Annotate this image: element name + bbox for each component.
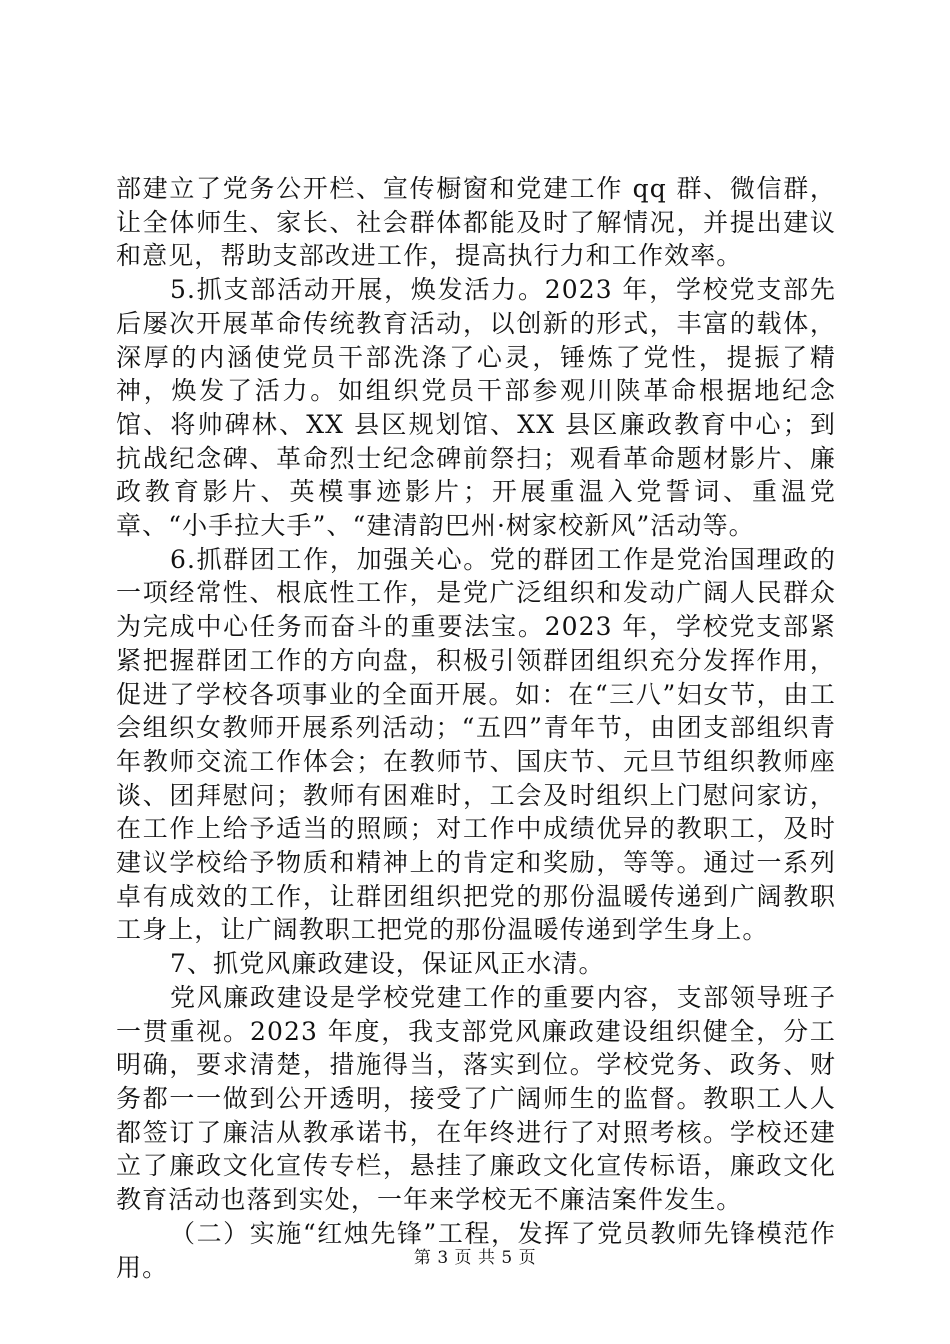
page-footer: 第 3 页 共 5 页 [413,1248,537,1268]
paragraph-item-7-heading: 7、抓党风廉政建设，保证风正水清。 [170,949,605,979]
paragraph-item-6: 6.抓群团工作，加强关心。党的群团工作是党治国理政的一项经常性、根底性工作，是党广泛组织和发动广阔人民群众为完成中心任务而奋斗的重要法宝。2023 年，学校党支部紧紧把握群团工作的方向盘，积极引领群团组织充分发挥作用，促进了学校各项事业的全面开展。如：在“三八”妇女节，由工会组织女教师开展系列活动；“五四”青年节，由团支部组织青年教师交流工作体会；在教师节、国庆节、元旦节组织教师座谈、团拜慰问；教师有困难时，工会及时组织上门慰问家访，在工作上给予适当的照顾；对工作中成绩优异的教职工，及时建议学校给予物质和精神上的肯定和奖励，等等。通过一系列卓有成效的工作，让群团组织把党的那份温暖传递到广阔教职工身上，让广阔教职工把党的那份温暖传递到学生身上。 [116,544,836,945]
paragraph-continuation: 部建立了党务公开栏、宣传橱窗和党建工作 qq 群、微信群，让全体师生、家长、社会群体都能及时了解情况，并提出建议和意见，帮助支部改进工作，提高执行力和工作效率。 [116,174,836,271]
paragraph-section-2-heading: （二）实施“红烛先锋”工程，发挥了党员教师先锋模范作用。 [116,1218,836,1282]
paragraph-item-7-body: 党风廉政建设是学校党建工作的重要内容，支部领导班子一贯重视。2023 年度，我支部党风廉政建设组织健全，分工明确，要求清楚，措施得当，落实到位。学校党务、政务、财务都一一做到公开透明，接受了广阔师生的监督。教职工人人都签订了廉洁从教承诺书，在年终进行了对照考核。学校还建立了廉政文化宣传专栏，悬挂了廉政文化宣传标语，廉政文化教育活动也落到实处，一年来学校无不廉洁案件发生。 [116,982,836,1215]
paragraph-item-5: 5.抓支部活动开展，焕发活力。2023 年，学校党支部先后屡次开展革命传统教育活动，以创新的形式，丰富的载体，深厚的内涵使党员干部洗涤了心灵，锤炼了党性，提振了精神，焕发了活力。如组织党员干部参观川陕革命根据地纪念馆、将帅碑林、XX 县区规划馆、XX 县区廉政教育中心；到抗战纪念碑、革命烈士纪念碑前祭扫；观看革命题材影片、廉政教育影片、英模事迹影片；开展重温入党誓词、重温党章、“小手拉大手”、“建清韵巴州·树家校新风”活动等。 [116,275,836,541]
document-body [116,172,836,1284]
